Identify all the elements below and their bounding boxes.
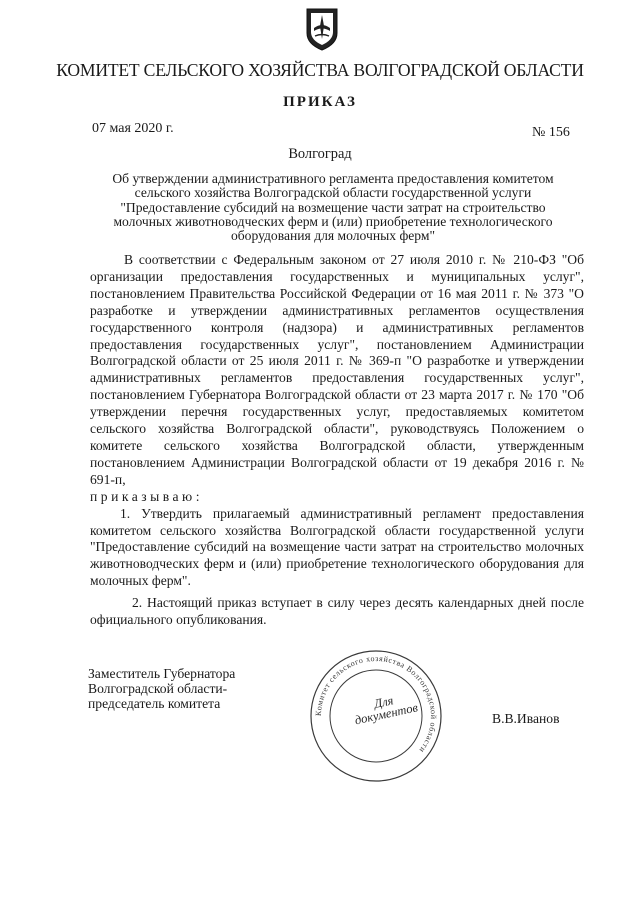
signatory-position: Заместитель Губернатора Волгоградской области- председатель комитета [88,666,236,711]
organization-name: КОМИТЕТ СЕЛЬСКОГО ХОЗЯЙСТВА ВОЛГОГРАДСКОЙ ОБЛАСТИ [56,60,584,80]
signatory-name: В.В.Иванов [492,711,560,726]
order-word: приказываю: [90,488,203,504]
stamp-center-text: Для документов [353,693,420,728]
preamble-paragraph: В соответствии с Федеральным законом от 27 июля 2010 г. № 210-ФЗ "Об организации предоставления государственных и муниципальных услуг", постановлением Правительства Российской Федерации от 16 мая 2011 г. № 373 "О разработке и утверждении административных регламентов осуществления государственного контроля (надзора) и административных регламентов предоставления государственных услуг", постановлением Администрации Волгоградской области от 25 июля 2011 г. № 369-п "О разработке и утверждении административных регламентов предоставления государственных услуг", постановлением Губернатора Волгоградской области от 23 марта 2017 г. № 170 "Об утверждении перечня государственных услуг, предоставляемых комитетом сельского хозяйства Волгоградской области", руководствуясь Положением о комитете сельского хозяйства Волгоградской области, утвержденным постановлением Администрации Волгоградской области от 19 декабря 2016 г. № 691-п, [90,252,584,487]
document-type: ПРИКАЗ [283,94,357,110]
document-body [90,252,584,629]
order-item-1: 1. Утвердить прилагаемый административный регламент предоставления комитетом сельского хозяйства Волгоградской области государственной услуги "Предоставление субсидий на возмещение части затрат на строительство молочных животноводческих ферм и (или) приобретение технологического оборудования для молочных ферм". [90,505,584,589]
document-city: Волгоград [288,146,352,162]
order-item-2: 2. Настоящий приказ вступает в силу через десять календарных дней после официального опубликования. [90,595,584,628]
document-title: Об утверждении административного регламента предоставления комитетом сельского хозяйства Волгоградской области государственной услуги "Предоставление субсидий на возмещение части затрат на строительство молочных животноводческих ферм и (или) приобретение технологического оборудования для молочных ферм" [112,171,554,244]
document-number: № 156 [532,125,570,140]
coat-of-arms-icon [304,6,340,52]
document-date: 07 мая 2020 г. [92,121,174,136]
stamp-ring-text: Комитет сельского хозяйства Волгоградской области [313,653,439,755]
